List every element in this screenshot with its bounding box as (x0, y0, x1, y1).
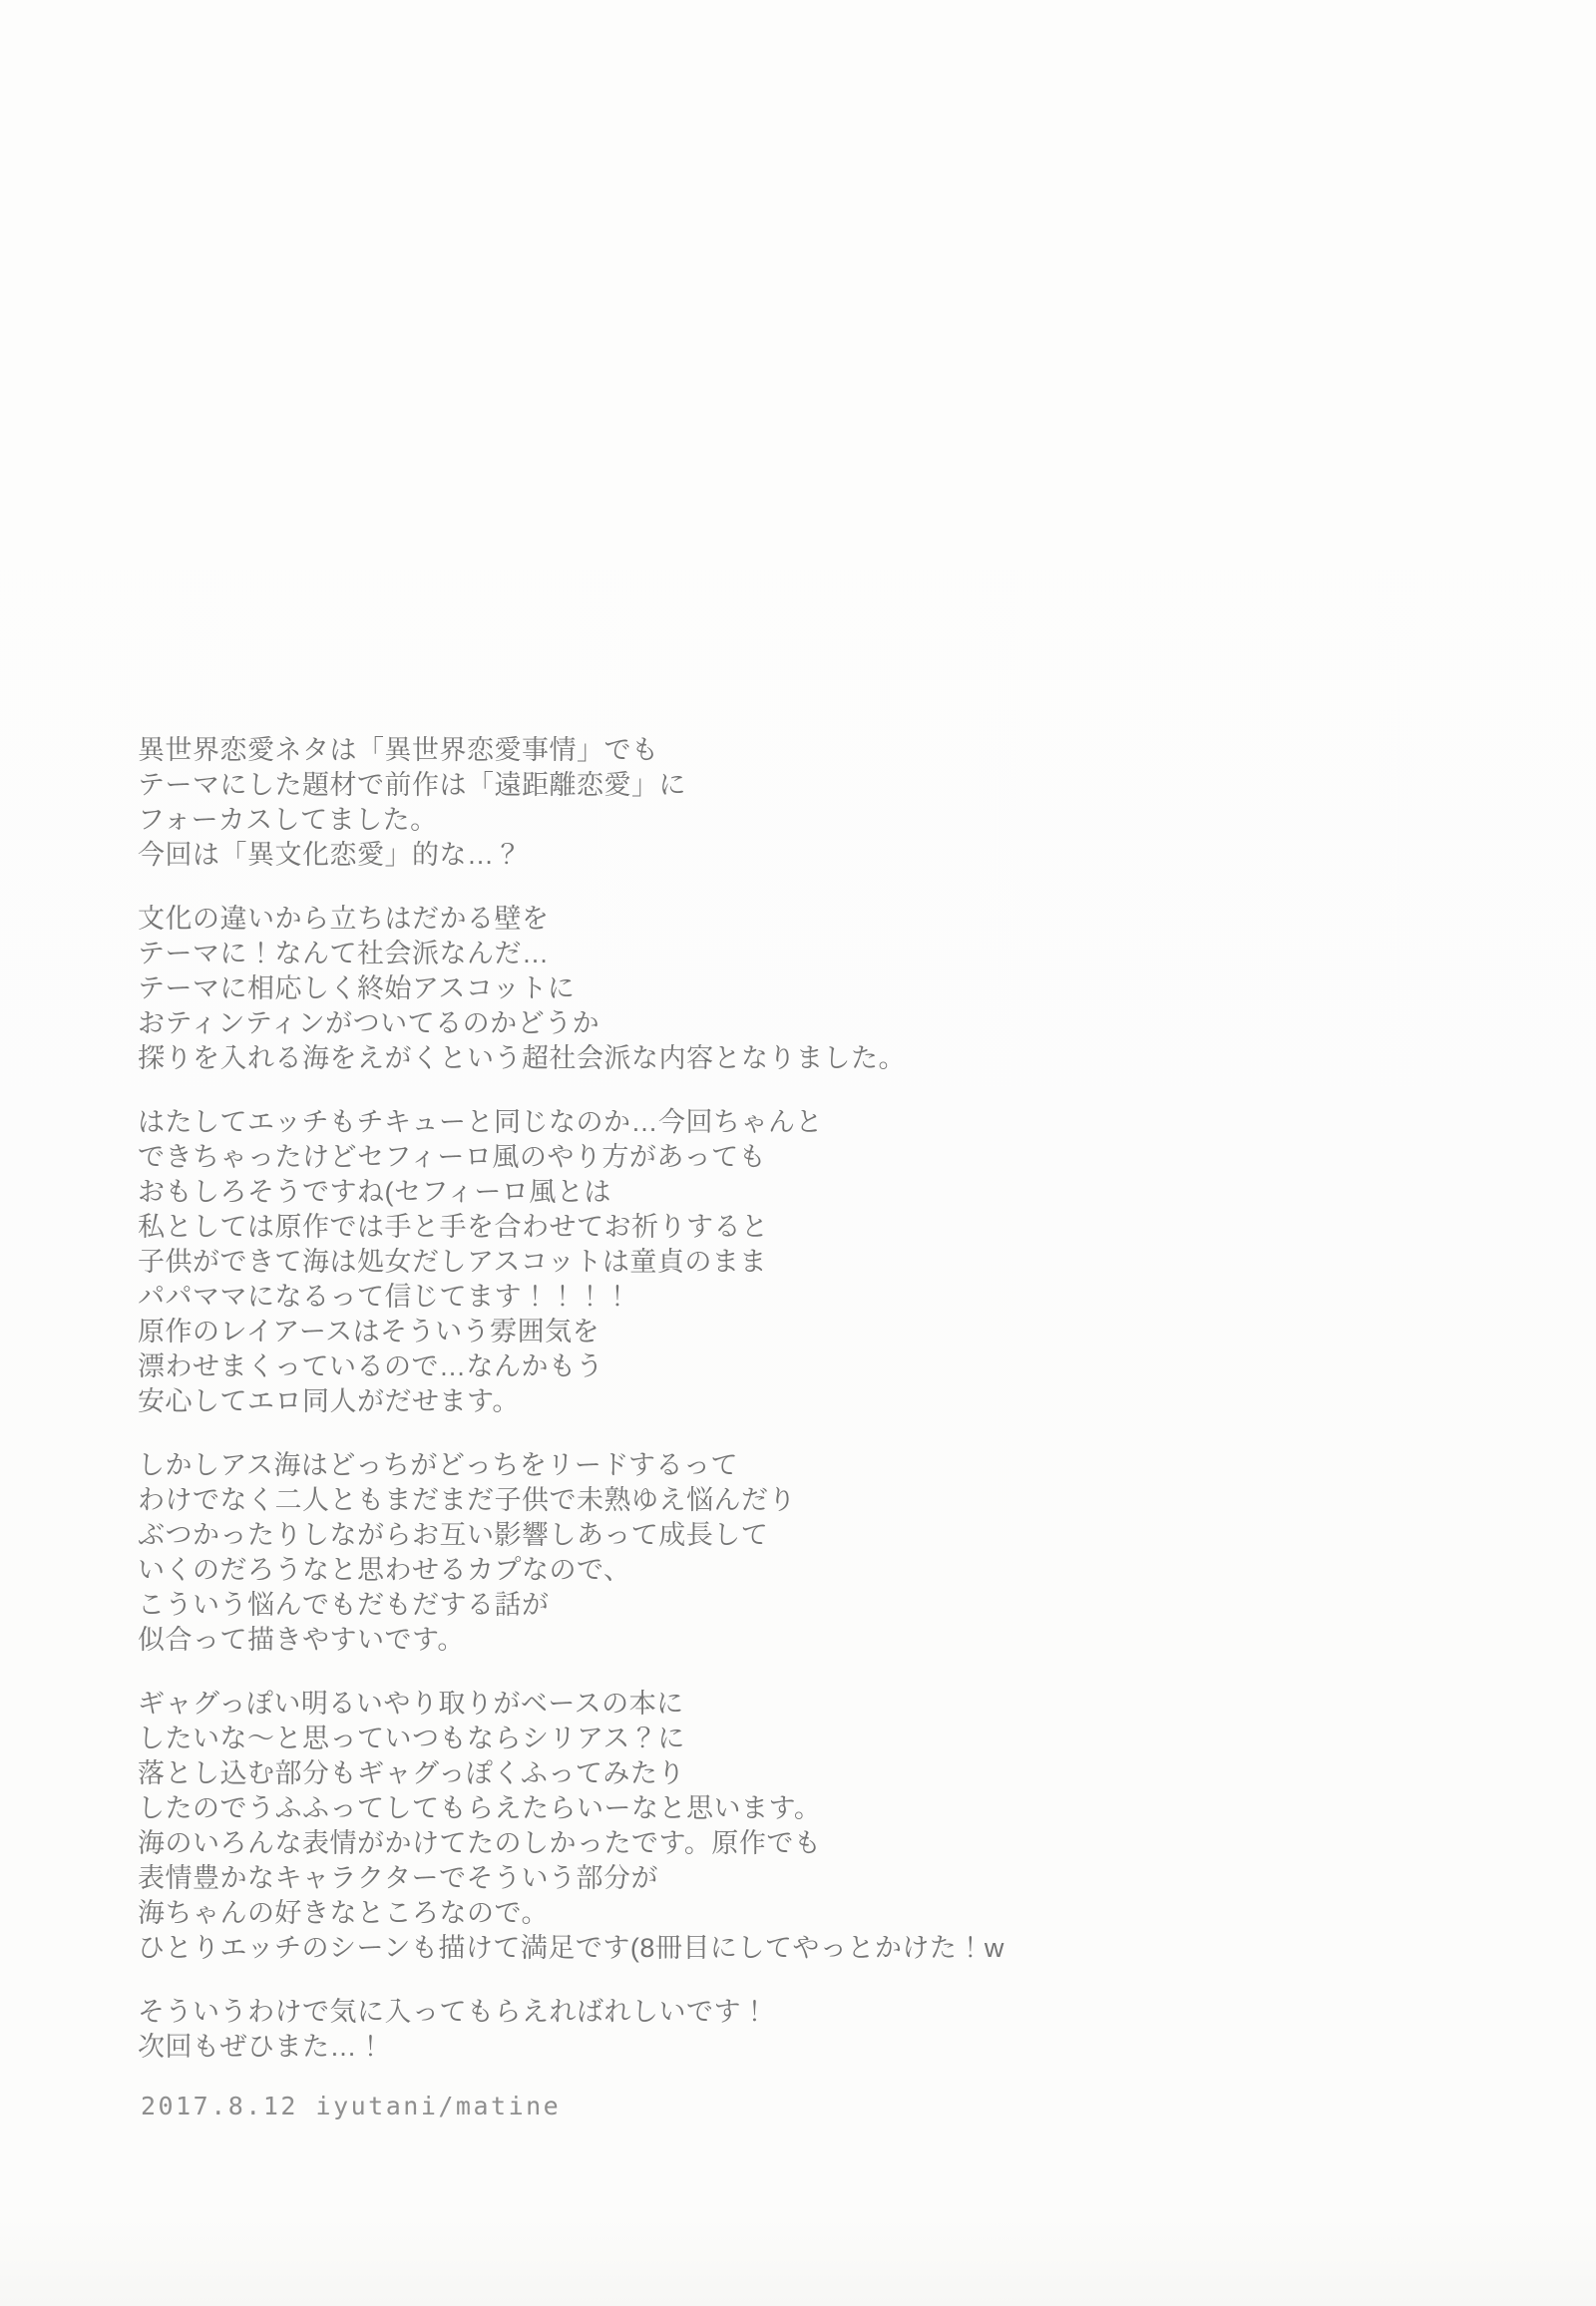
text-line: ギャグっぽい明るいやり取りがベースの本に (138, 1689, 684, 1719)
text-line: したのでうふふってしてもらえたらいーなと思います。 (138, 1793, 822, 1823)
paragraph (138, 1995, 1235, 2065)
text-line: 今回は「異文化恋愛」的な…？ (138, 840, 522, 870)
paragraph (138, 733, 1235, 873)
text-line: 私としては原作では手と手を合わせてお祈りすると (138, 1212, 769, 1242)
text-line: したいな〜と思っていつもならシリアス？に (138, 1724, 685, 1753)
text-line: 表情豊かなキャラクターでそういう部分が (138, 1863, 658, 1893)
paragraph (138, 1105, 1235, 1419)
afterword-text-block (138, 733, 1235, 2065)
text-line: 海ちゃんの好きなところなので。 (138, 1898, 549, 1928)
text-line: こういう悩んでもだもだする話が (138, 1590, 550, 1620)
text-line: 安心してエロ同人がだせます。 (138, 1386, 520, 1416)
text-line: いくのだろうなと思わせるカプなので、 (138, 1555, 631, 1585)
text-line: テーマに！なんて社会派なんだ… (138, 939, 550, 968)
text-line: わけでなく二人ともまだまだ子供で未熟ゆえ悩んだり (138, 1485, 796, 1515)
text-line: 海のいろんな表情がかけてたのしかったです。原作でも (138, 1828, 822, 1858)
text-line: テーマに相応しく終始アスコットに (138, 973, 576, 1003)
date-signature: 2017.8.12 iyutani/matine (141, 2092, 562, 2120)
text-line: できちゃったけどセフィーロ風のやり方があっても (138, 1142, 767, 1172)
text-line: 異世界恋愛ネタは「異世界恋愛事情」でも (138, 735, 659, 765)
text-line: はたしてエッチもチキューと同じなのか…今回ちゃんと (138, 1107, 823, 1137)
text-line: 次回もぜひまた…！ (138, 2032, 385, 2062)
text-line: そういうわけで気に入ってもらえればれしいです！ (138, 1997, 769, 2027)
paragraph (138, 902, 1235, 1076)
text-line: しかしアス海はどっちがどっちをリードするって (138, 1450, 739, 1480)
paragraph (138, 1687, 1235, 1966)
text-line: おもしろそうですね(セフィーロ風とは (138, 1177, 611, 1207)
paragraph (138, 1448, 1235, 1658)
text-line: 文化の違いから立ちはだかる壁を (138, 904, 550, 934)
text-line: ひとりエッチのシーンも描けて満足です(8冊目にしてやっとかけた！w (138, 1933, 1004, 1963)
text-line: フォーカスしてました。 (138, 805, 438, 835)
text-line: おティンティンがついてるのかどうか (138, 1008, 600, 1038)
text-line: 似合って描きやすいです。 (138, 1625, 465, 1655)
text-line: 探りを入れる海をえがくという超社会派な内容となりました。 (138, 1043, 906, 1073)
text-line: 子供ができて海は処女だしアスコットは童貞のまま (138, 1247, 767, 1277)
text-line: 原作のレイアースはそういう雰囲気を (138, 1317, 600, 1346)
text-line: 落とし込む部分もギャグっぽくふってみたり (138, 1758, 685, 1788)
text-line: 漂わせまくっているので…なんかもう (138, 1351, 603, 1381)
text-line: テーマにした題材で前作は「遠距離恋愛」に (138, 770, 686, 800)
text-line: パパママになるって信じてます！！！！ (138, 1282, 631, 1312)
text-line: ぶつかったりしながらお互い影響しあって成長して (138, 1520, 769, 1550)
